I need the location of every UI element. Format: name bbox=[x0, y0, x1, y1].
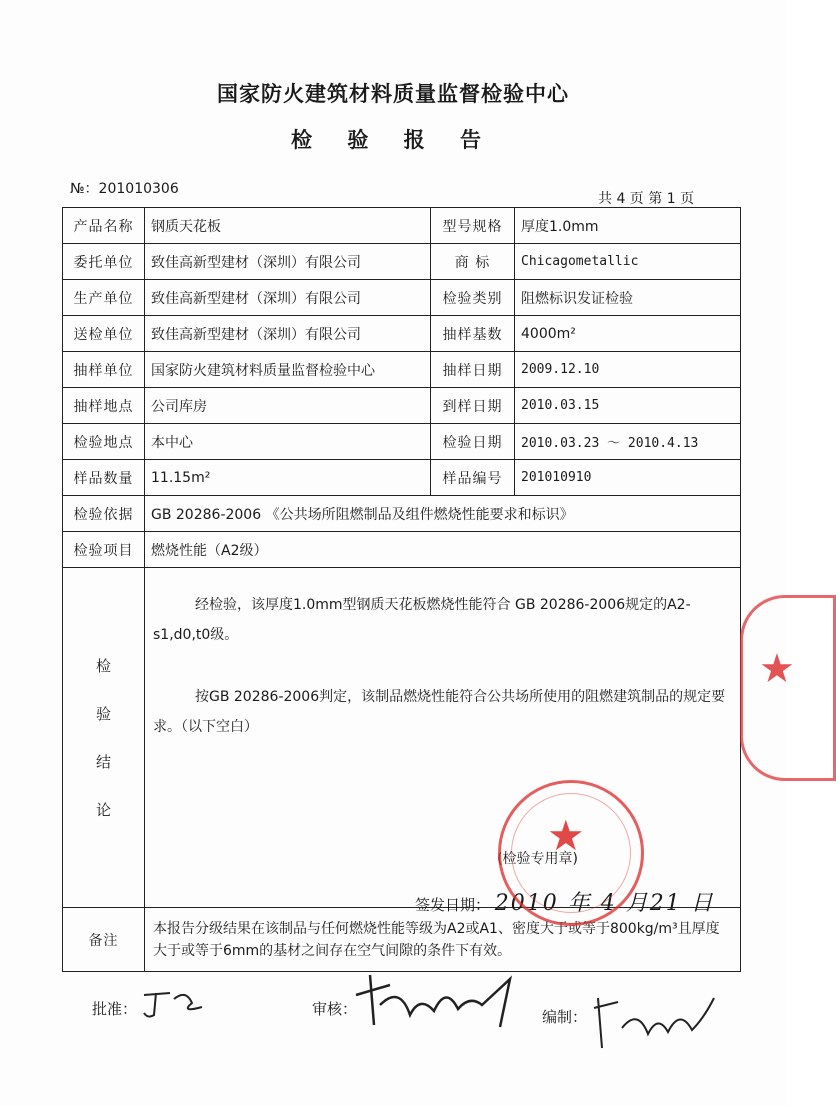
conclusion-label-char: 检 bbox=[95, 656, 111, 675]
sample-date-value: 2009.12.10 bbox=[515, 352, 741, 388]
sample-place-label: 抽样地点 bbox=[63, 388, 145, 424]
conclusion-body bbox=[145, 568, 741, 916]
table-row bbox=[63, 496, 741, 532]
table-row bbox=[63, 208, 741, 244]
basis-label: 检验依据 bbox=[63, 496, 145, 532]
sample-date-label: 抽样日期 bbox=[431, 352, 515, 388]
review-signature bbox=[350, 965, 520, 1035]
product-name-value: 钢质天花板 bbox=[145, 208, 431, 244]
review-label: 审核： bbox=[312, 1000, 358, 1018]
sample-qty-value: 11.15m² bbox=[145, 460, 431, 496]
item-label: 检验项目 bbox=[63, 532, 145, 568]
sampler-label: 抽样单位 bbox=[63, 352, 145, 388]
report-title: 检 验 报 告 bbox=[291, 128, 495, 152]
table-row bbox=[63, 460, 741, 496]
conclusion-paragraph-1: 经检验，该厚度1.0mm型钢质天花板燃烧性能符合 GB 20286-2006规定的A2-s1,d0,t0级。 bbox=[153, 597, 691, 643]
conclusion-label-char: 结 bbox=[95, 752, 111, 771]
trademark-label: 商 标 bbox=[431, 244, 515, 280]
trademark-value: Chicagometallic bbox=[515, 244, 741, 280]
conclusion-label-char: 论 bbox=[95, 800, 111, 819]
arrival-date-value: 2010.03.15 bbox=[515, 388, 741, 424]
test-date-value: 2010.03.23 ～ 2010.4.13 bbox=[515, 424, 741, 460]
client-value: 致佳高新型建材（深圳）有限公司 bbox=[145, 244, 431, 280]
table-row bbox=[63, 316, 741, 352]
arrival-date-label: 到样日期 bbox=[431, 388, 515, 424]
remarks-label: 备注 bbox=[63, 908, 145, 972]
sample-base-value: 4000m² bbox=[515, 316, 741, 352]
test-type-label: 检验类别 bbox=[431, 280, 515, 316]
issue-date-label: 签发日期： bbox=[415, 896, 491, 914]
producer-value: 致佳高新型建材（深圳）有限公司 bbox=[145, 280, 431, 316]
sample-no-value: 201010910 bbox=[515, 460, 741, 496]
sample-base-label: 抽样基数 bbox=[431, 316, 515, 352]
table-row bbox=[63, 244, 741, 280]
approve-signature bbox=[140, 985, 210, 1021]
item-value: 燃烧性能（A2级） bbox=[145, 532, 741, 568]
page-count: 共 4 页 第 1 页 bbox=[598, 191, 695, 207]
table-row bbox=[63, 388, 741, 424]
table-row bbox=[63, 532, 741, 568]
conclusion-label-char: 验 bbox=[95, 704, 111, 723]
issue-date-value: 2010 年 4 月21 日 bbox=[494, 891, 715, 916]
remarks-text: 本报告分级结果在该制品与任何燃烧性能等级为A2或A1、密度大于或等于800kg/m³且厚度大于或等于6mm的基材之间存在空气间隙的条件下有效。 bbox=[145, 908, 741, 972]
report-number: №：201010306 bbox=[70, 181, 179, 197]
official-seal bbox=[498, 780, 644, 926]
seal-note: (检验专用章) bbox=[497, 851, 578, 867]
test-type-value: 阻燃标识发证检验 bbox=[515, 280, 741, 316]
conclusion-label bbox=[63, 568, 145, 908]
table-row bbox=[63, 908, 741, 972]
organization-title: 国家防火建筑材料质量监督检验中心 bbox=[217, 82, 569, 106]
product-name-label: 产品名称 bbox=[63, 208, 145, 244]
test-place-value: 本中心 bbox=[145, 424, 431, 460]
prepare-label: 编制： bbox=[542, 1008, 588, 1026]
table-row bbox=[63, 352, 741, 388]
model-value: 厚度1.0mm bbox=[515, 208, 741, 244]
sample-place-value: 公司库房 bbox=[145, 388, 431, 424]
test-place-label: 检验地点 bbox=[63, 424, 145, 460]
client-label: 委托单位 bbox=[63, 244, 145, 280]
basis-value: GB 20286-2006 《公共场所阻燃制品及组件燃烧性能要求和标识》 bbox=[145, 496, 741, 532]
submitter-label: 送检单位 bbox=[63, 316, 145, 352]
sampler-value: 国家防火建筑材料质量监督检验中心 bbox=[145, 352, 431, 388]
conclusion-paragraph-2: 按GB 20286-2006判定，该制品燃烧性能符合公共场所使用的阻燃建筑制品的规定要求。（以下空白） bbox=[153, 689, 726, 735]
star-icon: ★ bbox=[547, 811, 585, 860]
star-icon: ★ bbox=[759, 646, 795, 692]
sample-no-label: 样品编号 bbox=[431, 460, 515, 496]
producer-label: 生产单位 bbox=[63, 280, 145, 316]
test-date-label: 检验日期 bbox=[431, 424, 515, 460]
table-row bbox=[63, 280, 741, 316]
prepare-signature bbox=[588, 978, 728, 1058]
edge-seal bbox=[740, 595, 836, 781]
table-row bbox=[63, 424, 741, 460]
submitter-value: 致佳高新型建材（深圳）有限公司 bbox=[145, 316, 431, 352]
approve-label: 批准： bbox=[92, 1000, 138, 1018]
sample-qty-label: 样品数量 bbox=[63, 460, 145, 496]
model-label: 型号规格 bbox=[431, 208, 515, 244]
